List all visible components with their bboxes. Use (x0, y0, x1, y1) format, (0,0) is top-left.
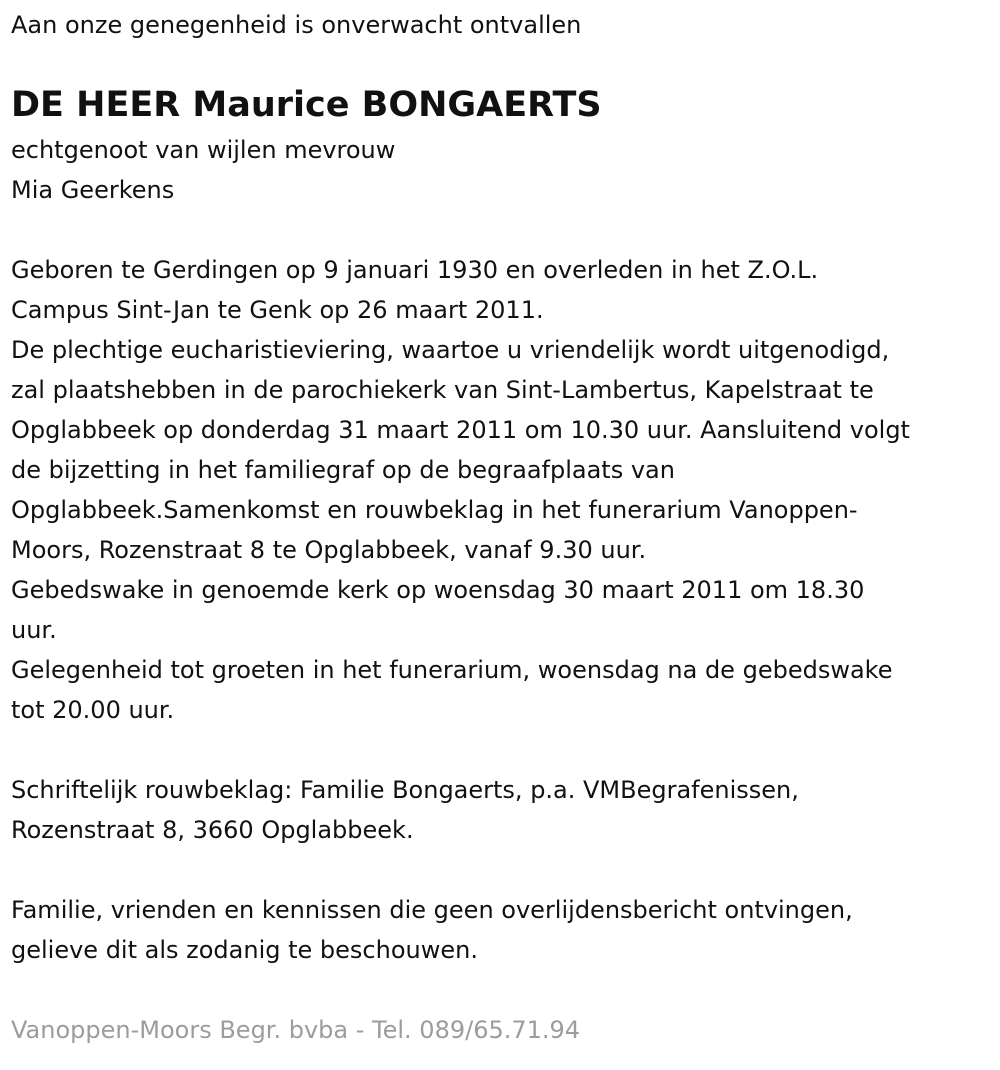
details-block (11, 250, 996, 730)
intro-text: Aan onze genegenheid is onverwacht ontvallen (11, 11, 582, 39)
relation-line: Mia Geerkens (11, 176, 175, 204)
details-line: Opglabbeek.Samenkomst en rouwbeklag in het funerarium Vanoppen- (11, 496, 858, 524)
details-line: De plechtige eucharistieviering, waartoe u vriendelijk wordt uitgenodigd, (11, 336, 890, 364)
details-line: Gebedswake in genoemde kerk op woensdag 30 maart 2011 om 18.30 (11, 576, 865, 604)
closing-line: Familie, vrienden en kennissen die geen overlijdensbericht ontvingen, (11, 896, 853, 924)
details-line: de bijzetting in het familiegraf op de begraafplaats van (11, 456, 675, 484)
details-line: uur. (11, 616, 57, 644)
deceased-name: DE HEER Maurice BONGAERTS (11, 85, 602, 125)
condolence-line: Rozenstraat 8, 3660 Opglabbeek. (11, 816, 414, 844)
relation-block (11, 130, 996, 210)
condolence-line: Schriftelijk rouwbeklag: Familie Bongaerts, p.a. VMBegrafenissen, (11, 776, 799, 804)
details-line: Moors, Rozenstraat 8 te Opglabbeek, vanaf 9.30 uur. (11, 536, 647, 564)
details-line: Campus Sint-Jan te Genk op 26 maart 2011. (11, 296, 544, 324)
details-line: tot 20.00 uur. (11, 696, 175, 724)
details-line: Geboren te Gerdingen op 9 januari 1930 en overleden in het Z.O.L. (11, 256, 819, 284)
closing-block (11, 890, 996, 970)
relation-line: echtgenoot van wijlen mevrouw (11, 136, 396, 164)
death-notice (11, 0, 996, 1050)
details-line: zal plaatshebben in de parochiekerk van Sint-Lambertus, Kapelstraat te (11, 376, 874, 404)
details-line: Gelegenheid tot groeten in het funerarium, woensdag na de gebedswake (11, 656, 893, 684)
closing-line: gelieve dit als zodanig te beschouwen. (11, 936, 478, 964)
funeral-home-footer: Vanoppen-Moors Begr. bvba - Tel. 089/65.71.94 (11, 1016, 581, 1044)
condolence-address-block (11, 770, 996, 850)
details-line: Opglabbeek op donderdag 31 maart 2011 om 10.30 uur. Aansluitend volgt (11, 416, 910, 444)
